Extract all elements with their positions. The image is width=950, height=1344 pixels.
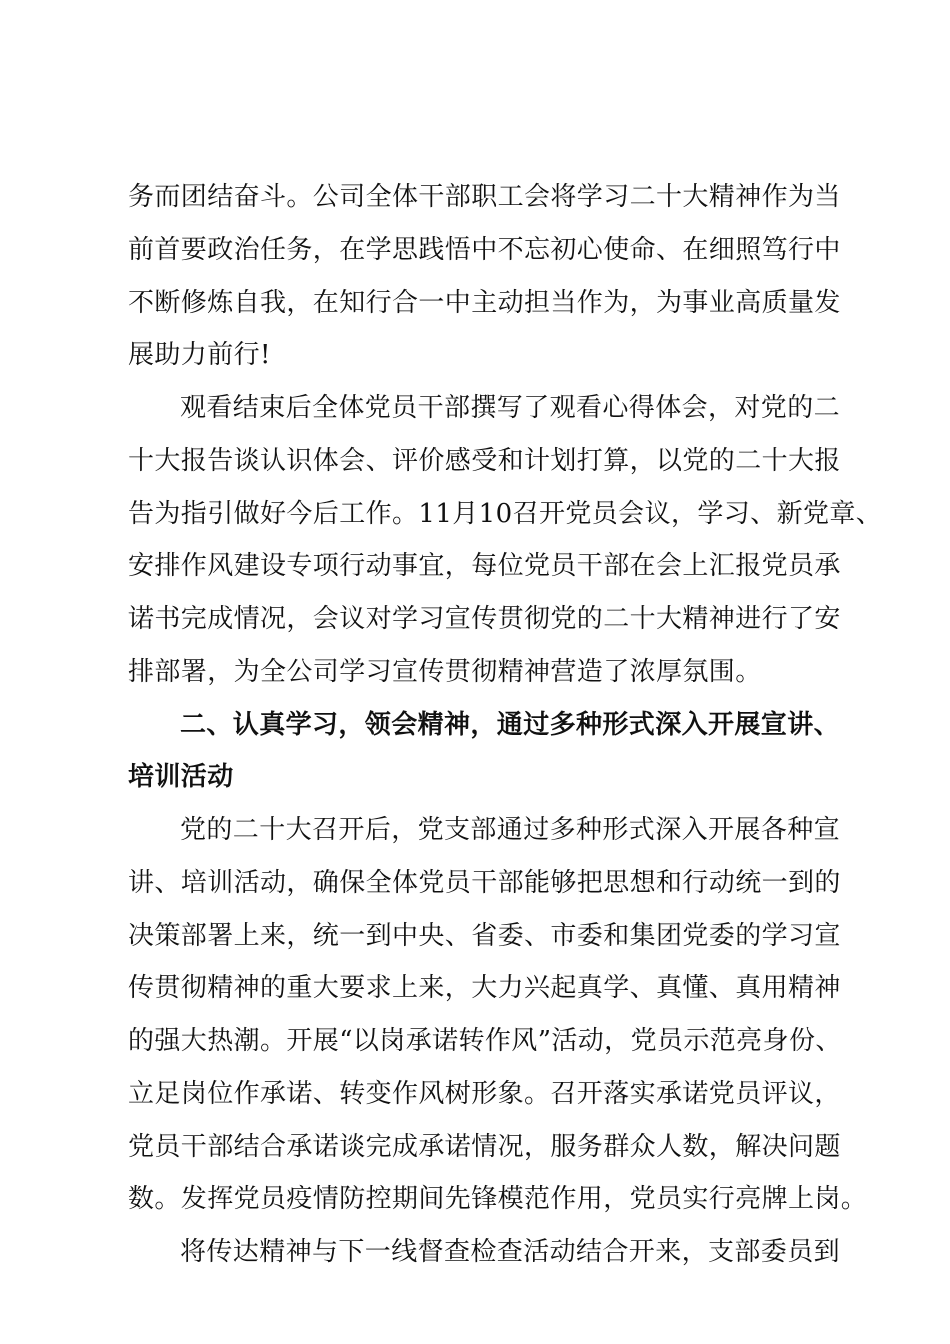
body-line: 排部署，为全公司学习宣传贯彻精神营造了浓厚氛围。: [128, 657, 762, 687]
body-line: 不断修炼自我，在知行合一中主动担当作为，为事业高质量发: [128, 288, 841, 318]
body-line: 诺书完成情况，会议对学习宣传贯彻党的二十大精神进行了安: [128, 604, 841, 634]
body-line: 党员干部结合承诺谈完成承诺情况，服务群众人数，解决问题: [128, 1132, 841, 1162]
body-line: 数。发挥党员疫情防控期间先锋模范作用，党员实行亮牌上岗。: [128, 1184, 868, 1214]
body-line: 前首要政治任务，在学思践悟中不忘初心使命、在细照笃行中: [128, 235, 841, 265]
body-line: 安排作风建设专项行动事宜，每位党员干部在会上汇报党员承: [128, 551, 841, 581]
paragraph-first-line: 将传达精神与下一线督查检查活动结合开来，支部委员到: [180, 1237, 841, 1267]
paragraph-first-line: 观看结束后全体党员干部撰写了观看心得体会，对党的二: [180, 393, 841, 423]
body-line: 十大报告谈认识体会、评价感受和计划打算，以党的二十大报: [128, 446, 841, 476]
body-line: 决策部署上来，统一到中央、省委、市委和集团党委的学习宣: [128, 921, 841, 951]
body-line: 务而团结奋斗。公司全体干部职工会将学习二十大精神作为当: [128, 182, 841, 212]
body-line: 告为指引做好今后工作。11月10召开党员会议，学习、新党章、: [128, 499, 883, 529]
section-heading-continued: 培训活动: [128, 762, 234, 792]
body-line: 讲、培训活动，确保全体党员干部能够把思想和行动统一到的: [128, 868, 841, 898]
body-line: 的强大热潮。开展“以岗承诺转作风”活动，党员示范亮身份、: [128, 1026, 842, 1056]
body-line: 展助力前行!: [128, 340, 271, 370]
body-line: 传贯彻精神的重大要求上来，大力兴起真学、真懂、真用精神: [128, 973, 841, 1003]
paragraph-first-line: 党的二十大召开后，党支部通过多种形式深入开展各种宣: [180, 815, 841, 845]
section-heading: 二、认真学习，领会精神，通过多种形式深入开展宣讲、: [180, 710, 841, 740]
body-line: 立足岗位作承诺、转变作风树形象。召开落实承诺党员评议，: [128, 1079, 841, 1109]
